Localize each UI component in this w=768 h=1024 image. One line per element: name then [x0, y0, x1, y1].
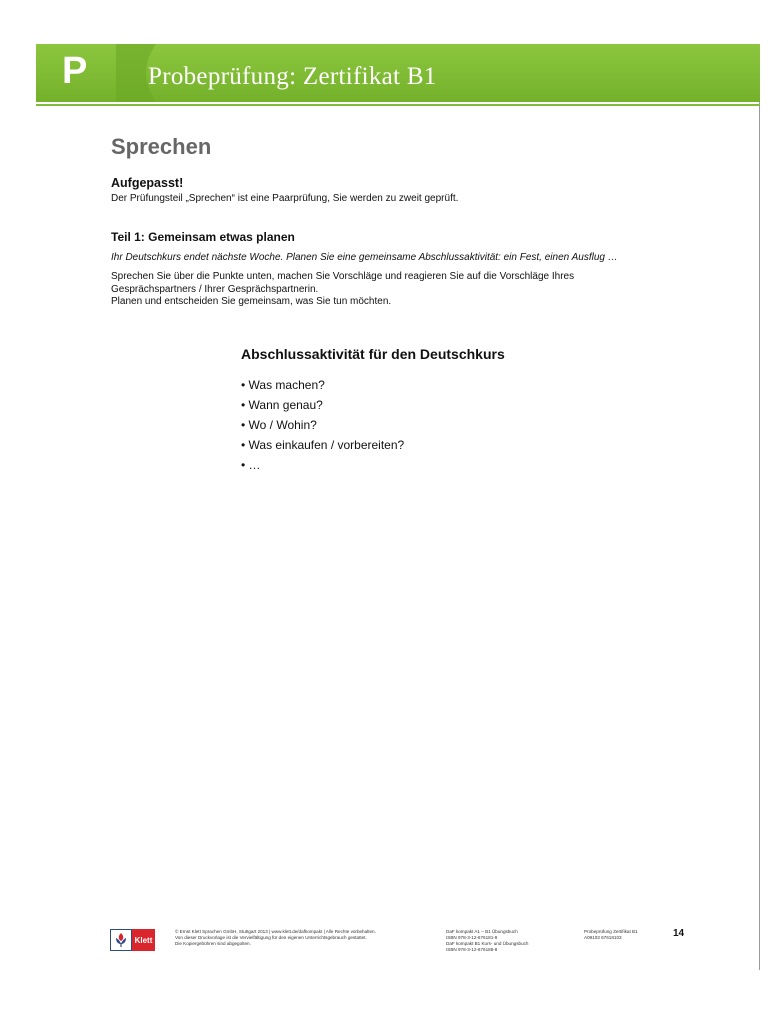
part-heading: Teil 1: Gemeinsam etwas planen [111, 230, 295, 244]
instructions [111, 271, 711, 309]
footer-line: DaF kompakt B1 Kurs- und Übungsbuch [446, 941, 529, 946]
header-title: Probeprüfung: Zertifikat B1 [148, 63, 437, 90]
task-point: • Wann genau? [241, 395, 404, 415]
task-title: Abschlussaktivität für den Deutschkurs [241, 346, 505, 362]
klett-flower-icon [110, 929, 132, 951]
footer-doc-title [584, 929, 638, 941]
footer-line: © Ernst Klett Sprachen GmbH, Stuttgart 2013 | www.klett.de/dafkompakt | Alle Rechte vorbehalten. [175, 929, 376, 934]
footer-line: Die Kopiergebühren sind abgegolten. [175, 941, 251, 946]
task-points-list [241, 375, 404, 475]
instruction-line: Gesprächspartners / Ihrer Gesprächspartnerin. [111, 283, 319, 295]
footer-line: Probeprüfung Zertifikat B1 [584, 929, 638, 934]
footer-line: ISBN 978-3-12-676188-8 [446, 947, 498, 952]
footer-copyright [175, 929, 376, 947]
klett-logo [110, 929, 155, 951]
footer-line: DaF kompakt A1 – B1 Übungsbuch [446, 929, 518, 934]
section-title: Sprechen [111, 134, 212, 159]
instruction-line: Planen und entscheiden Sie gemeinsam, was Sie tun möchten. [111, 296, 392, 307]
instruction-line: Sprechen Sie über die Punkte unten, machen Sie Vorschläge und reagieren Sie auf die Vorschläge Ihres [111, 271, 575, 282]
header-band [36, 44, 760, 102]
notice-text: Der Prüfungsteil „Sprechen“ ist eine Paarprüfung, Sie werden zu zweit geprüft. [111, 193, 459, 204]
header-rule [36, 104, 760, 106]
footer-line: ISBN 978-3-12-676181-9 [446, 935, 498, 940]
task-point: • Wo / Wohin? [241, 415, 404, 435]
situation-text: Ihr Deutschkurs endet nächste Woche. Planen Sie eine gemeinsame Abschlussaktivität: ein Fest, einen Ausflug … [111, 252, 618, 263]
task-point: • Was machen? [241, 375, 404, 395]
task-point: • Was einkaufen / vorbereiten? [241, 435, 404, 455]
footer-line: Von dieser Druckvorlage ist die Vervielfältigung für den eigenen Unterrichtsgebrauch gestattet. [175, 935, 367, 940]
page-edge [759, 44, 760, 970]
klett-flower-svg [114, 932, 128, 948]
footer-line: A09103 67618103 [584, 935, 622, 940]
task-point: • … [241, 455, 404, 475]
footer-book-info [446, 929, 528, 953]
notice-heading: Aufgepasst! [111, 176, 184, 190]
section-letter: P [62, 50, 88, 92]
klett-logo-text: Klett [132, 929, 155, 951]
page-number: 14 [673, 928, 685, 939]
